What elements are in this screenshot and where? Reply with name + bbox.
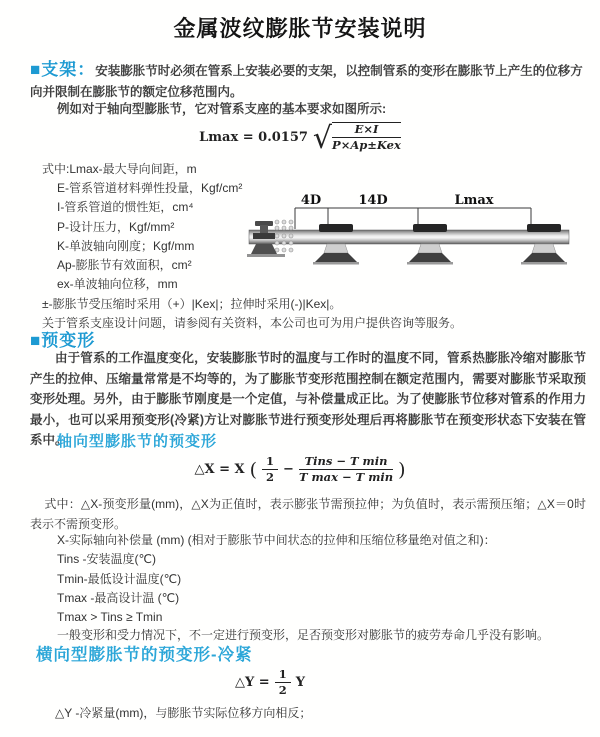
lateral-note-line: △Y -冷紧量(mm)，与膨胀节实际位移方向相反； (55, 706, 312, 720)
open-paren: ( (249, 458, 258, 481)
def-item-k: K-单波轴向刚度；Kgf/mm (57, 238, 195, 253)
axial-subheading: 轴向型膨胀节的预变形 (57, 433, 218, 450)
temp-denominator: T max − T min (298, 470, 394, 485)
formula-delta-x (0, 455, 600, 484)
def-item-p: P-设计压力，Kgf/mm² (57, 219, 175, 234)
def-item-x: X-实际轴向补偿量 (mm) (相对于膨胀节中间状态的拉伸和压缩位移量绝对值之和)： (57, 533, 496, 547)
dim-label-14d: 14D (358, 193, 388, 208)
pipe (249, 230, 569, 244)
lateral-subheading: 横向型膨胀节的预变形-冷紧 (36, 646, 253, 664)
def-item-tmin: Tmin-最低设计温度(℃) (57, 571, 182, 586)
support-intro-text: 安装膨胀节时必须在管系上安装必要的支架，以控制管系的变形在膨胀节上产生的位移方向并限制在膨胀节的额定位移范围内。 (30, 64, 583, 99)
half-fraction (262, 455, 278, 484)
predeform-body: 由于管系的工作温度变化，安装膨胀节时的温度与工作时的温度不同，管系热膨胀冷缩对膨胀节产生的拉伸、压缩量常常是不均等的，为了膨胀节变形范围控制在额定范围内，需要对膨胀节采取预变形处理。另外，由于膨胀节刚度是一个定值，与补偿量成正比。为了使膨胀节位移对管系的作用力最小，也可以采用预变形(冷紧)方让对膨胀节进行预变形处理后再将膨胀节在预变形状态下安装在管系中。 (30, 351, 586, 447)
dim-label-lmax: Lmax (454, 193, 494, 208)
axial-note-line: 一般变形和受力情况下，不一定进行预变形，足否预变形对膨胀节的疲劳寿命几乎没有影响。 (57, 628, 550, 642)
bellows-icon (275, 220, 293, 252)
page-title: 金属波纹膨胀节安装说明 (173, 16, 427, 41)
fraction-denominator: P×Ap±Kex (332, 138, 401, 153)
formula-lmax-fraction (332, 122, 401, 152)
section-predeform-heading: ■预变形 (30, 331, 96, 350)
dy-half-denominator: 2 (278, 683, 287, 698)
def-item-e: E-管系管道材料弹性投量，Kgf/cm² (57, 181, 243, 195)
half-numerator: 1 (262, 455, 278, 470)
dim-label-4d: 4D (300, 193, 322, 208)
def-item-ex: ex-单波轴向位移，mm (57, 277, 178, 292)
close-paren: ) (398, 458, 406, 481)
sign-convention-note: ±-膨胀节受压缩时采用（+）|Kex|；拉伸时采用(-)|Kex|。 (42, 297, 342, 311)
formula-dy-lhs: △Y = (235, 675, 270, 691)
consulting-note: 关于管系支座设计问题，请参阅有关资料，本公司也可为用户提供咨询等服务。 (42, 316, 463, 330)
temp-numerator: Tins − T min (299, 455, 393, 470)
formula-dy-rhs: Y (295, 675, 305, 691)
symbol-definitions-list (57, 179, 242, 295)
defs-lead-line: 式中:Lmax-最大导向间距，m (42, 162, 197, 176)
formula-lmax-lhs: Lmax = 0.0157 (199, 129, 308, 145)
def-item-inequality: Tmax > Tins ≥ Tmin (57, 610, 163, 625)
section-support-heading: ■支架： (30, 60, 96, 79)
formula-lmax: Lmax = 0.0157 √ $\frac{E\times I}{\text{P×Ap±Kex}}$ (199, 121, 401, 157)
axial-definitions-list (57, 531, 496, 627)
support-paragraph (30, 55, 586, 103)
def-item-i: I-管系管道的惯性矩，cm⁴ (57, 200, 194, 215)
dy-half-numerator: 1 (275, 668, 291, 683)
support-example-line: 例如对于轴向型膨胀节，它对管系支座的基本要求如图所示: (57, 102, 387, 116)
minus-sign: − (283, 462, 294, 478)
def-item-tins: Tins -安装温度(℃) (57, 552, 157, 567)
axial-explain-text: 式中：△X-预变形量(mm)，△X为正值时，表示膨张节需预拉伸；为负值时，表示需预压缩；△X＝0时表示不需预变形。 (30, 497, 586, 531)
pipe-support-diagram (243, 192, 578, 288)
half-denominator: 2 (266, 470, 275, 485)
temperature-fraction (299, 455, 393, 484)
def-item-ap: Ap-膨胀节有效面积，cm² (57, 258, 192, 273)
formula-delta-y (0, 668, 540, 697)
dy-half-fraction (275, 668, 291, 697)
formula-dx-lhs: △X = X (194, 462, 245, 478)
fraction-numerator: E×I (332, 123, 401, 138)
def-item-tmax: Tmax -最高设计温 (℃) (57, 590, 180, 605)
